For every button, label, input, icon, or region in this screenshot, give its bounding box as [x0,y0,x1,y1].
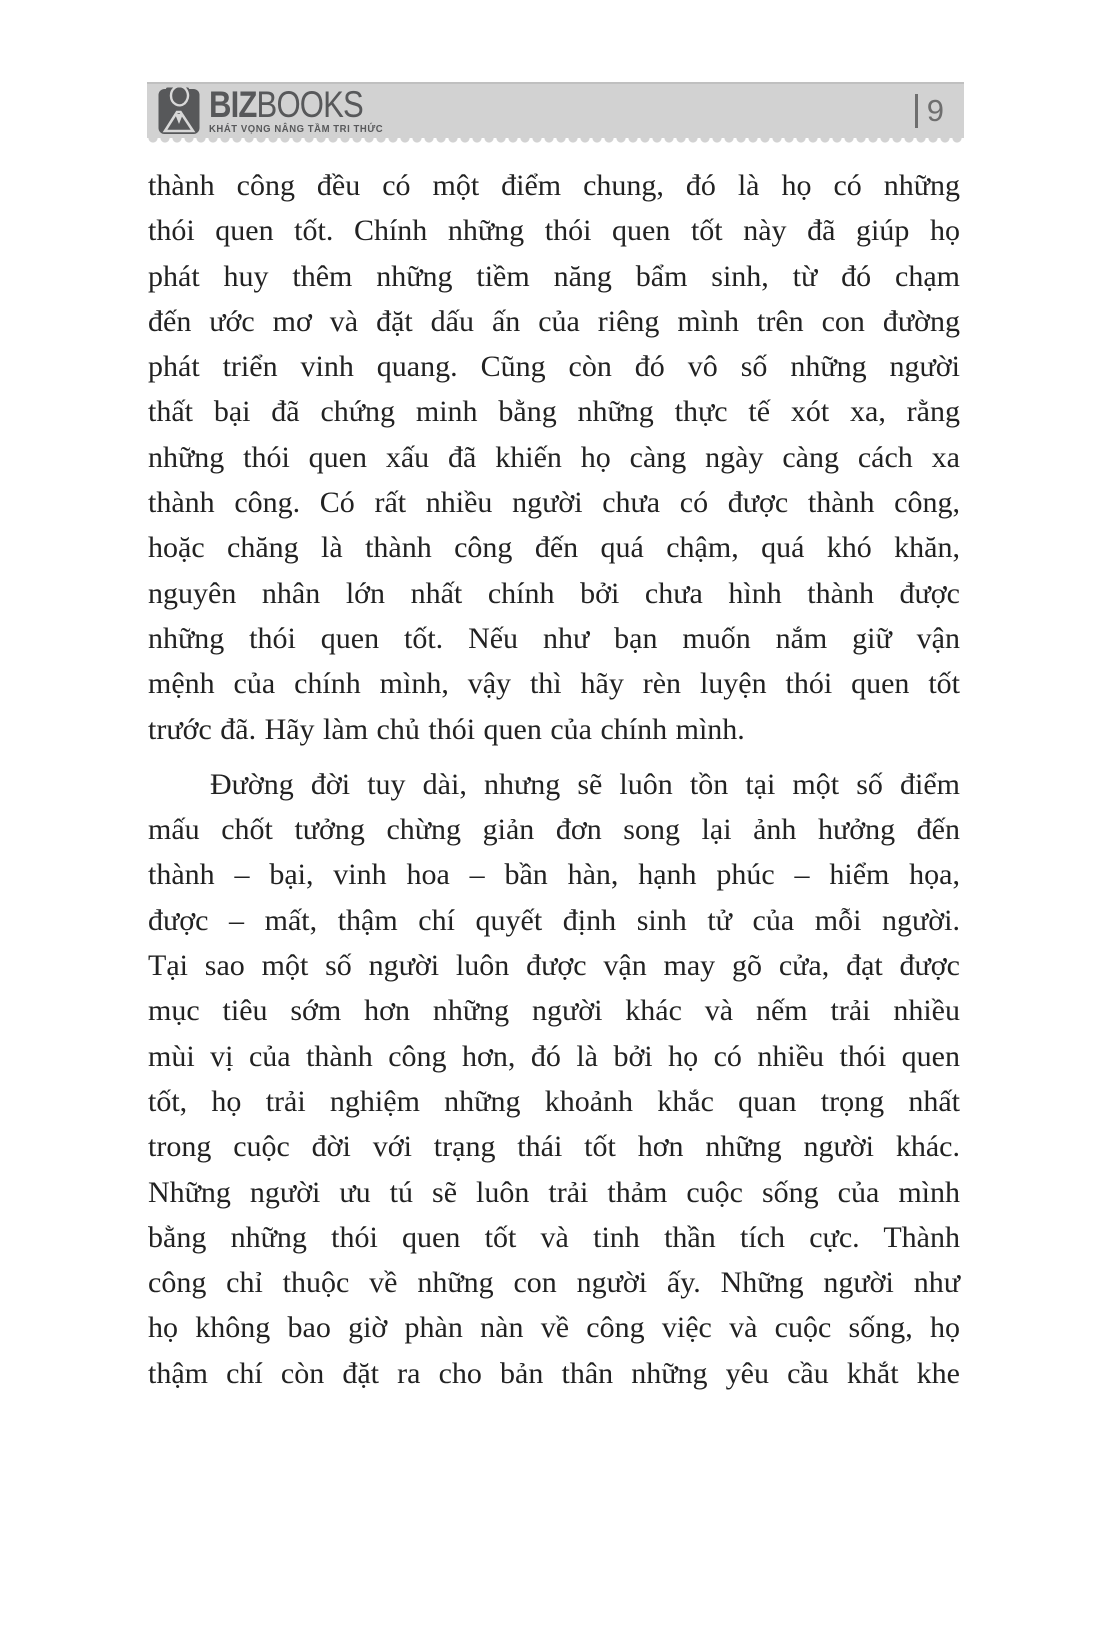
text-line: thành – bại, vinh hoa – bần hàn, hạnh phúc – hiểm họa, [148,858,960,892]
text-line: Đường đời tuy dài, nhưng sẽ luôn tồn tại một số điểm [210,767,960,801]
text-line: đến ước mơ và đặt dấu ấn của riêng mình trên con đường [148,304,960,338]
text-line: mấu chốt tưởng chừng giản đơn song lại ảnh hưởng đến [148,813,960,847]
page-number-separator [915,94,918,128]
brand-books: BOOKS [256,83,363,125]
page-number [915,93,944,129]
brand-name [209,83,363,125]
brand-tagline: KHÁT VỌNG NÂNG TẦM TRI THỨC [209,123,384,135]
text-line: trước đã. Hãy làm chủ thói quen của chính mình. [148,712,745,746]
text-line: phát huy thêm những tiềm năng bẩm sinh, từ đó chạm [148,259,960,293]
bizbooks-logo [158,83,392,135]
text-line: tốt, họ trải nghiệm những khoảnh khắc quan trọng nhất [148,1084,960,1118]
text-line: hoặc chăng là thành công đến quá chậm, quá khó khăn, [148,531,960,565]
bizbooks-person-icon [158,87,200,135]
text-line: thậm chí còn đặt ra cho bản thân những yêu cầu khắt khe [148,1356,960,1390]
page-header [147,82,964,138]
paragraph [148,762,960,1396]
paragraph [148,163,960,752]
logo-text [209,83,392,135]
brand-biz: BIZ [209,83,257,125]
page-content [148,163,960,1396]
text-line: thành công. Có rất nhiều người chưa có được thành công, [148,486,960,520]
text-line: bằng những thói quen tốt và tinh thần tích cực. Thành [148,1220,960,1254]
text-line: mùi vị của thành công hơn, đó là bởi họ có nhiều thói quen [148,1039,960,1073]
text-line: những thói quen tốt. Nếu như bạn muốn nắm giữ vận [148,621,960,655]
text-line: Tại sao một số người luôn được vận may gõ cửa, đạt được [148,949,960,983]
text-line: thất bại đã chứng minh bằng những thực tế xót xa, rằng [148,395,960,429]
text-line: thói quen tốt. Chính những thói quen tốt này đã giúp họ [148,214,960,248]
text-line: trong cuộc đời với trạng thái tốt hơn những người khác. [148,1130,960,1164]
text-line: mục tiêu sớm hơn những người khác và nếm trải nhiều [148,994,960,1028]
text-line: mệnh của chính mình, vậy thì hãy rèn luyện thói quen tốt [148,667,960,701]
text-line: công chỉ thuộc về những con người ấy. Những người như [148,1266,960,1300]
text-line: những thói quen xấu đã khiến họ càng ngày càng cách xa [148,440,960,474]
text-line: Những người ưu tú sẽ luôn trải thảm cuộc sống của mình [148,1175,960,1209]
text-line: nguyên nhân lớn nhất chính bởi chưa hình thành được [148,576,960,610]
text-line: thành công đều có một điểm chung, đó là họ có những [148,169,960,202]
text-line: phát triển vinh quang. Cũng còn đó vô số những người [148,350,960,384]
text-line: được – mất, thậm chí quyết định sinh tử của mỗi người. [148,903,960,937]
page-number-value: 9 [926,93,944,128]
text-line: họ không bao giờ phàn nàn về công việc và cuộc sống, họ [148,1311,960,1345]
body-text [148,163,960,1396]
